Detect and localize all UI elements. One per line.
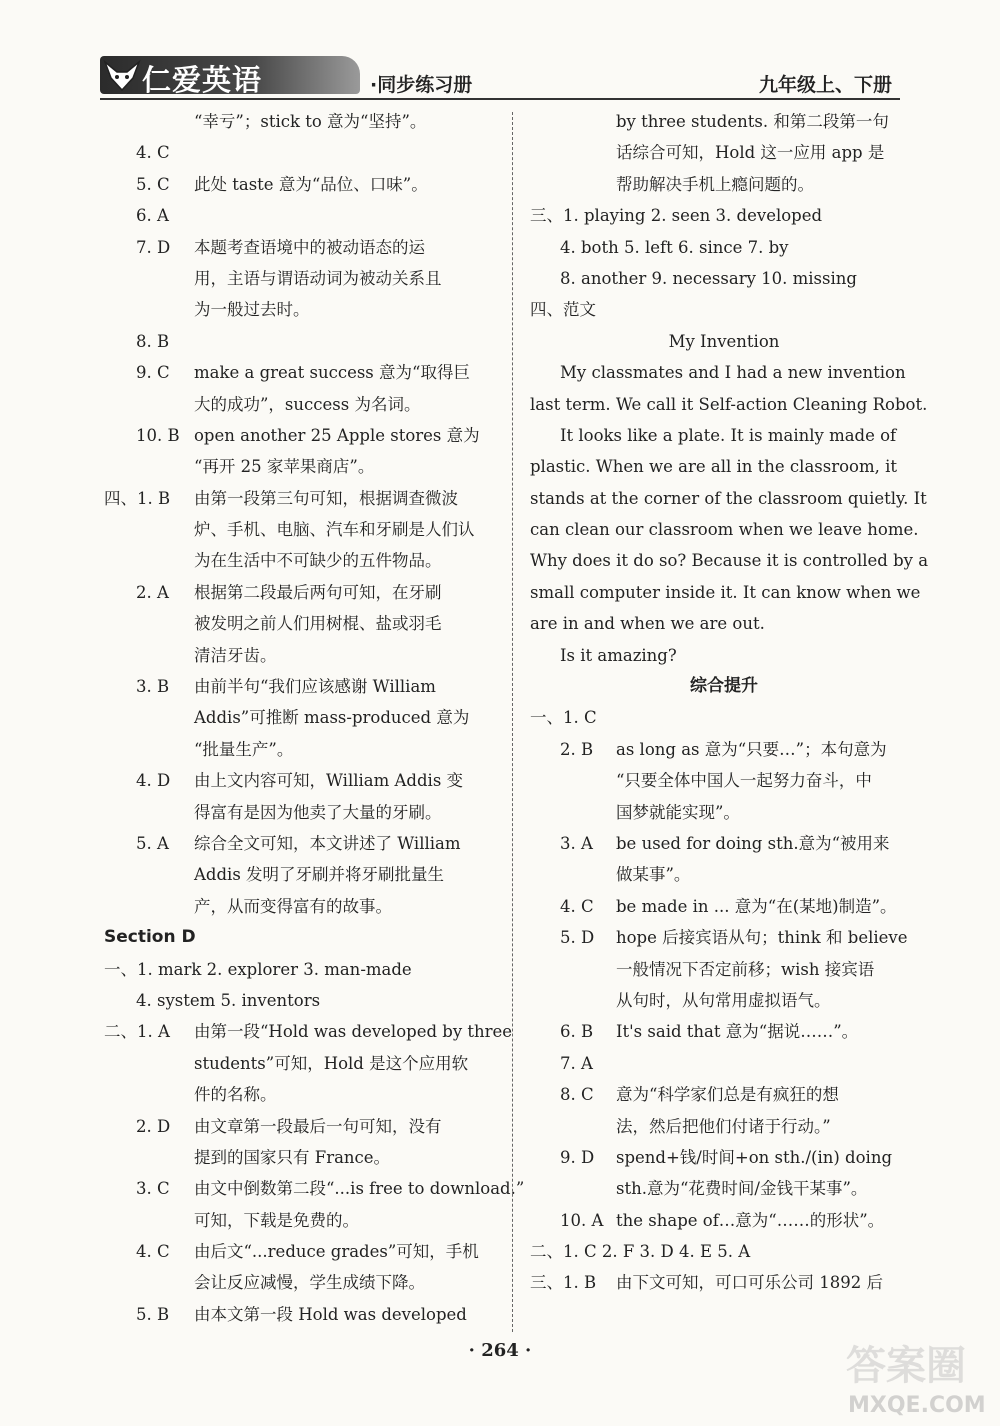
item-text: hope 后接宾语从句；think 和 believe — [616, 928, 908, 948]
answer-line — [530, 545, 929, 576]
answer-line — [530, 702, 918, 733]
item-text: 话综合可知，Hold 这一应用 app 是 — [616, 143, 885, 163]
item-number: 7. D — [136, 237, 171, 257]
item-number: 7. A — [560, 1053, 593, 1073]
item-text: 由第一段“Hold was developed by three — [194, 1022, 513, 1042]
answer-line — [104, 859, 494, 890]
answer-line — [530, 294, 918, 325]
item-text: be used for doing sth.意为“被用来 — [616, 833, 890, 853]
item-number: 三、1. B — [530, 1273, 597, 1293]
answer-line — [530, 1267, 918, 1298]
item-number: 8. C — [560, 1085, 594, 1105]
item-text: 产，从而变得富有的故事。 — [194, 896, 392, 916]
item-text: 二、1. C 2. F 3. D 4. E 5. A — [530, 1242, 751, 1262]
answer-line — [104, 577, 494, 608]
answer-line — [104, 985, 494, 1016]
answer-line — [530, 891, 918, 922]
answer-line — [530, 1142, 918, 1173]
answer-line — [104, 608, 494, 639]
right-column — [530, 106, 929, 1299]
item-text: 由上文内容可知，William Addis 变 — [194, 771, 464, 791]
item-number: 2. D — [136, 1116, 171, 1136]
answer-line — [104, 1111, 494, 1142]
answer-line — [104, 200, 494, 231]
item-number: 9. D — [560, 1147, 595, 1167]
item-text: Section D — [104, 927, 196, 948]
item-text: sth.意为“花费时间/金钱干某事”。 — [616, 1179, 868, 1199]
grade-label: 九年级上、下册 — [758, 74, 892, 96]
item-text: 件的名称。 — [194, 1085, 277, 1105]
item-text: 由前半句“我们应该感谢 William — [194, 677, 436, 697]
item-text: My Invention — [668, 331, 780, 351]
answer-line — [530, 859, 918, 890]
answer-line — [530, 200, 918, 231]
answer-line — [530, 765, 918, 796]
answer-line — [104, 765, 494, 796]
answer-line — [104, 263, 494, 294]
answer-line — [104, 1142, 494, 1173]
item-number: 4. C — [136, 1242, 170, 1262]
item-text: It looks like a plate. It is mainly made of — [560, 425, 897, 445]
answer-line — [104, 389, 494, 420]
answer-line — [530, 1173, 918, 1204]
answer-line — [104, 671, 494, 702]
item-number: 3. C — [136, 1179, 170, 1199]
item-number: 5. B — [136, 1304, 170, 1324]
item-text: 可知，下载是免费的。 — [194, 1210, 359, 1230]
item-number: 10. B — [136, 425, 180, 445]
item-text: 一、1. C — [530, 708, 597, 728]
item-text: 综合提升 — [690, 676, 758, 697]
answer-line — [530, 232, 918, 263]
answer-line — [530, 1079, 918, 1110]
answer-line — [530, 137, 918, 168]
item-number: 4. C — [136, 143, 170, 163]
item-number: 10. A — [560, 1210, 604, 1230]
item-number: 8. B — [136, 331, 170, 351]
item-text: 从句时，从句常用虚拟语气。 — [616, 990, 831, 1010]
item-text: 一、1. mark 2. explorer 3. man-made — [104, 959, 412, 979]
item-text: students”可知，Hold 是这个应用软 — [194, 1053, 469, 1073]
item-text: are in and when we are out. — [530, 614, 765, 634]
answer-line — [104, 1236, 494, 1267]
answer-line — [104, 891, 494, 922]
item-text: 由后文“...reduce grades”可知，手机 — [194, 1242, 479, 1262]
answer-line — [530, 577, 921, 608]
answer-line — [104, 545, 494, 576]
answer-line — [104, 294, 494, 325]
answer-line — [104, 1016, 513, 1047]
answer-line — [530, 734, 918, 765]
answer-line — [104, 828, 494, 859]
item-text: 由第一段第三句可知，根据调查微波 — [194, 488, 458, 508]
item-number: 9. C — [136, 363, 170, 383]
item-text: 做某事”。 — [616, 865, 691, 885]
item-text: small computer inside it. It can know when we — [530, 582, 921, 602]
watermark-logo — [838, 1328, 988, 1418]
item-text: 为在生活中不可缺少的五件物品。 — [194, 551, 442, 571]
answer-line — [530, 420, 918, 451]
answer-line — [104, 1267, 494, 1298]
answer-line — [530, 1016, 918, 1047]
item-number: 二、1. A — [104, 1022, 170, 1042]
item-text: Why does it do so? Because it is controlled by a — [530, 551, 929, 571]
item-text: “只要全体中国人一起努力奋斗，中 — [616, 771, 872, 791]
answer-line — [104, 922, 494, 953]
item-text: It's said that 意为“据说……”。 — [616, 1022, 859, 1042]
answer-line — [104, 514, 494, 545]
item-text: 由本文第一段 Hold was developed — [194, 1304, 467, 1324]
item-text: 用，主语与谓语动词为被动关系且 — [194, 268, 442, 288]
answer-line — [530, 514, 918, 545]
answer-line — [104, 797, 494, 828]
item-text: 根据第二段最后两句可知，在牙刷 — [194, 582, 442, 602]
item-text: 由下文可知，可口可乐公司 1892 后 — [616, 1273, 883, 1293]
answer-line — [530, 954, 918, 985]
item-text: last term. We call it Self-action Cleaning Robot. — [530, 394, 928, 414]
item-text: 四、范文 — [530, 300, 596, 320]
answer-line — [104, 1205, 494, 1236]
item-text: 提到的国家只有 France。 — [194, 1147, 391, 1167]
item-text: as long as 意为“只要…”；本句意为 — [616, 739, 887, 759]
item-text: plastic. When we are all in the classroom, it — [530, 457, 898, 477]
answer-line — [530, 640, 918, 671]
item-number: 4. C — [560, 896, 594, 916]
item-text: 被发明之前人们用树棍、盐或羽毛 — [194, 614, 442, 634]
item-number: 5. D — [560, 928, 595, 948]
item-text: Addis 发明了牙刷并将牙刷批量生 — [194, 865, 445, 885]
answer-line — [530, 389, 928, 420]
item-text: the shape of…意为“……的形状”。 — [616, 1210, 885, 1230]
answer-line — [104, 640, 494, 671]
answer-line — [530, 608, 918, 639]
item-number: 5. A — [136, 833, 169, 853]
answer-line — [104, 451, 494, 482]
item-text: open another 25 Apple stores 意为 — [194, 425, 480, 445]
answer-line — [530, 1111, 918, 1142]
item-text: “幸亏”；stick to 意为“坚持”。 — [194, 112, 427, 131]
item-text: 法，然后把他们付诸于行动。” — [616, 1116, 831, 1136]
item-number: 6. A — [136, 206, 169, 226]
item-number: 3. A — [560, 833, 593, 853]
item-text: 4. system 5. inventors — [136, 990, 321, 1010]
item-number: 2. B — [560, 739, 594, 759]
watermark-cn: 答案圈 — [846, 1343, 966, 1389]
answer-line — [104, 1173, 525, 1204]
book-subtitle: ·同步练习册 — [370, 74, 473, 96]
answer-line — [530, 797, 918, 828]
item-number: 5. C — [136, 174, 170, 194]
item-text: by three students. 和第二段第一句 — [616, 112, 889, 131]
item-text: 大的成功”，success 为名词。 — [194, 394, 421, 414]
item-number: 4. D — [136, 771, 171, 791]
answer-line — [530, 1236, 918, 1267]
item-text: Is it amazing? — [560, 645, 677, 665]
answer-line — [530, 451, 918, 482]
page-header — [0, 0, 1000, 110]
item-text: My classmates and I had a new invention — [560, 363, 906, 383]
answer-line — [104, 169, 494, 200]
answer-line — [104, 420, 494, 451]
answer-line — [530, 169, 918, 200]
answer-line — [530, 326, 918, 357]
item-text: 清洁牙齿。 — [194, 645, 277, 665]
answer-line — [104, 106, 494, 137]
answer-line — [530, 1205, 918, 1236]
answer-line — [530, 483, 927, 514]
item-text: 意为“科学家们总是有疯狂的想 — [616, 1085, 839, 1105]
item-text: 三、1. playing 2. seen 3. developed — [530, 206, 823, 226]
item-text: 由文章第一段最后一句可知，没有 — [194, 1116, 442, 1136]
answer-line — [104, 702, 494, 733]
answer-line — [104, 483, 494, 514]
item-text: 炉、手机、电脑、汽车和牙刷是人们认 — [194, 520, 475, 540]
answer-line — [104, 137, 494, 168]
answer-line — [530, 263, 918, 294]
answer-line — [530, 357, 918, 388]
item-text: 此处 taste 意为“品位、口味”。 — [194, 174, 428, 194]
item-text: can clean our classroom when we leave home. — [530, 520, 919, 540]
item-text: 帮助解决手机上瘾问题的。 — [616, 174, 814, 194]
answer-line — [104, 1079, 494, 1110]
fox-logo-icon — [103, 58, 141, 92]
item-text: be made in ... 意为“在(某地)制造”。 — [616, 896, 897, 916]
answer-line — [104, 734, 494, 765]
answer-line — [530, 1048, 918, 1079]
item-number: 2. A — [136, 582, 169, 602]
answer-line — [530, 671, 918, 702]
item-text: make a great success 意为“取得巨 — [194, 363, 470, 383]
item-text: 8. another 9. necessary 10. missing — [560, 268, 857, 288]
item-number: 6. B — [560, 1022, 594, 1042]
column-divider — [512, 112, 513, 1332]
answer-line — [104, 232, 494, 263]
item-text: stands at the corner of the classroom quietly. It — [530, 488, 927, 508]
answer-line — [104, 1048, 494, 1079]
answer-line — [104, 326, 494, 357]
header-rule — [100, 98, 900, 100]
item-text: 一般情况下否定前移；wish 接宾语 — [616, 959, 875, 979]
answer-line — [530, 828, 918, 859]
answer-line — [104, 1299, 494, 1330]
item-text: 会让反应减慢，学生成绩下降。 — [194, 1273, 425, 1293]
item-text: 得富有是因为他卖了大量的牙刷。 — [194, 802, 442, 822]
item-text: Addis”可推断 mass-produced 意为 — [194, 708, 470, 728]
item-text: 国梦就能实现”。 — [616, 802, 740, 822]
item-text: 本题考查语境中的被动语态的运 — [194, 237, 425, 257]
page-number: · 264 · — [468, 1340, 532, 1361]
item-text: spend+钱/时间+on sth./(in) doing — [616, 1147, 893, 1167]
brand-title: 仁爱英语 — [142, 63, 263, 97]
answer-line — [104, 357, 494, 388]
item-number: 3. B — [136, 677, 170, 697]
item-text: 由文中倒数第二段“...is free to download.” — [194, 1179, 525, 1199]
answer-line — [104, 954, 494, 985]
answer-line — [530, 985, 918, 1016]
item-text: 综合全文可知，本文讲述了 William — [194, 833, 461, 853]
watermark-url: MXQE.COM — [848, 1393, 986, 1418]
item-text: “批量生产”。 — [194, 739, 294, 759]
answer-line — [530, 922, 918, 953]
answer-line — [530, 106, 918, 137]
item-text: 为一般过去时。 — [194, 300, 310, 320]
item-number: 四、1. B — [104, 488, 171, 508]
item-text: “再开 25 家苹果商店”。 — [194, 457, 375, 477]
item-text: 4. both 5. left 6. since 7. by — [560, 237, 789, 257]
left-column — [104, 106, 525, 1330]
